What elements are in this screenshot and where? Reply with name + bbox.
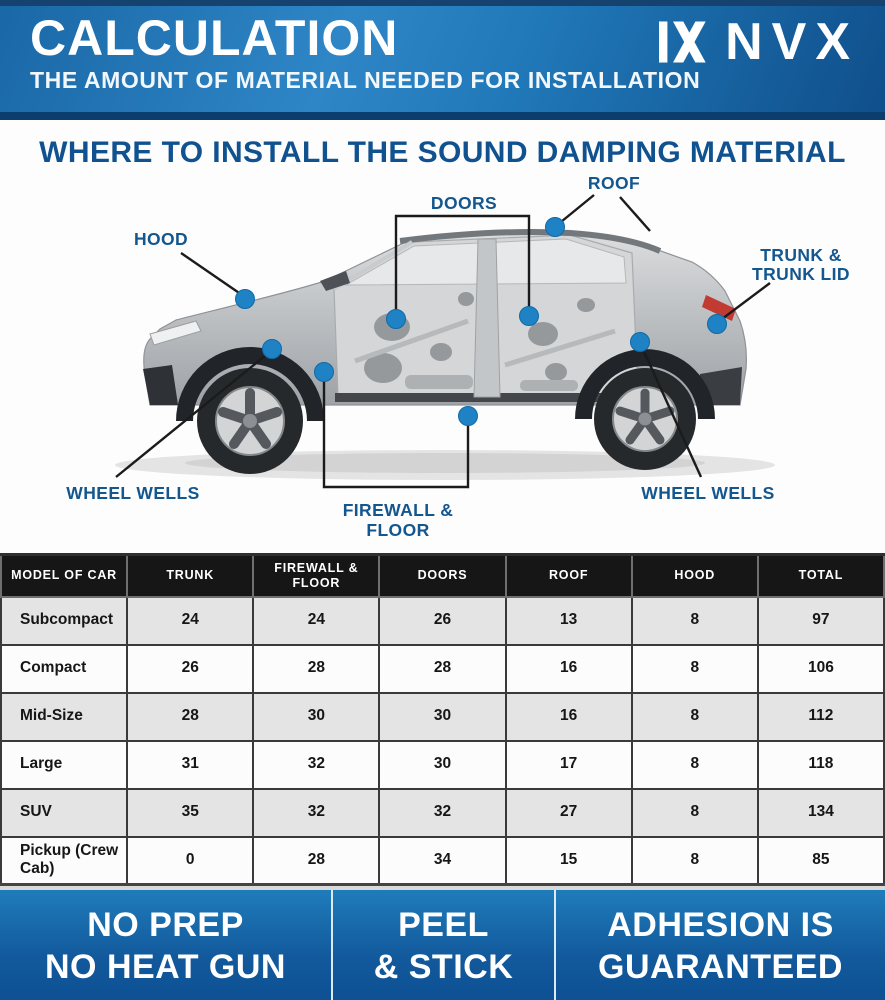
value-cell: 32 <box>253 741 379 789</box>
total-cell: 85 <box>758 837 884 885</box>
nvx-logo-icon <box>659 19 715 65</box>
model-cell: Compact <box>1 645 127 693</box>
page-title: CALCULATION <box>30 10 399 66</box>
total-cell: 97 <box>758 597 884 645</box>
value-cell: 15 <box>506 837 632 885</box>
value-cell: 24 <box>127 597 253 645</box>
value-cell: 30 <box>379 693 505 741</box>
front-hub <box>243 414 257 428</box>
footer-panel-no-prep <box>0 890 331 1000</box>
door-pocket-front <box>405 375 473 389</box>
value-cell: 35 <box>127 789 253 837</box>
footer-panel-adhesion <box>556 890 885 1000</box>
table-row-compact <box>1 645 884 693</box>
callout-line-hood <box>181 253 245 297</box>
model-cell: Pickup (Crew Cab) <box>1 837 127 885</box>
label-doors: DOORS <box>430 193 498 213</box>
footer-panel-peel-stick <box>331 890 556 1000</box>
table-row-pickup <box>1 837 884 885</box>
door-pocket-rear <box>520 380 578 391</box>
value-cell: 34 <box>379 837 505 885</box>
car-illustration <box>115 231 775 480</box>
callout-dot-roof <box>546 218 565 237</box>
header-subtitle: THE AMOUNT OF MATERIAL NEEDED FOR INSTALLATION <box>30 67 701 93</box>
value-cell: 8 <box>632 789 758 837</box>
value-cell: 8 <box>632 741 758 789</box>
value-cell: 24 <box>253 597 379 645</box>
value-cell: 32 <box>379 789 505 837</box>
value-cell: 26 <box>127 645 253 693</box>
callout-dot-door-front <box>387 310 406 329</box>
value-cell: 16 <box>506 693 632 741</box>
diagram-section <box>0 136 885 553</box>
table-header-row <box>1 555 884 597</box>
column-header-trunk: TRUNK <box>127 555 253 597</box>
value-cell: 27 <box>506 789 632 837</box>
callout-dot-firewall-left <box>315 363 334 382</box>
brand-logo <box>659 13 859 71</box>
value-cell: 8 <box>632 837 758 885</box>
callout-dot-wheel-well-front <box>263 340 282 359</box>
front-bumper <box>143 365 178 405</box>
value-cell: 8 <box>632 693 758 741</box>
footer-panel-line1: PEEL <box>398 906 489 945</box>
table-row-suv <box>1 789 884 837</box>
column-header-doors: DOORS <box>379 555 505 597</box>
column-header-model: MODEL OF CAR <box>1 555 127 597</box>
total-cell: 112 <box>758 693 884 741</box>
table-header <box>1 555 884 597</box>
value-cell: 31 <box>127 741 253 789</box>
column-header-roof: ROOF <box>506 555 632 597</box>
footer-panel-line2: NO HEAT GUN <box>45 947 286 986</box>
callout-line-roof-2 <box>620 197 650 231</box>
total-cell: 118 <box>758 741 884 789</box>
label-hood: HOOD <box>133 229 189 249</box>
callout-dot-wheel-well-rear <box>631 333 650 352</box>
model-cell: Subcompact <box>1 597 127 645</box>
model-cell: Large <box>1 741 127 789</box>
model-cell: Mid-Size <box>1 693 127 741</box>
callout-dot-trunk <box>708 315 727 334</box>
value-cell: 32 <box>253 789 379 837</box>
value-cell: 30 <box>379 741 505 789</box>
value-cell: 30 <box>253 693 379 741</box>
column-header-hood: HOOD <box>632 555 758 597</box>
footer-panel-line2: GUARANTEED <box>598 947 843 986</box>
table-row-subcompact <box>1 597 884 645</box>
value-cell: 28 <box>127 693 253 741</box>
brand-name: NVX <box>725 13 859 71</box>
callout-dot-firewall-right <box>459 407 478 426</box>
callout-dot-door-rear <box>520 307 539 326</box>
column-header-total: TOTAL <box>758 555 884 597</box>
footer <box>0 890 885 1000</box>
car-diagram <box>0 169 885 553</box>
value-cell: 26 <box>379 597 505 645</box>
materials-table <box>0 553 885 886</box>
value-cell: 28 <box>253 837 379 885</box>
label-wheel-wells-right: WHEEL WELLS <box>641 483 775 503</box>
label-firewall-line2: FLOOR <box>366 520 430 540</box>
model-cell: SUV <box>1 789 127 837</box>
diagram-heading: WHERE TO INSTALL THE SOUND DAMPING MATERIAL <box>39 136 846 169</box>
label-trunk-line1: TRUNK & <box>760 245 842 265</box>
value-cell: 8 <box>632 645 758 693</box>
total-cell: 106 <box>758 645 884 693</box>
header <box>0 0 885 120</box>
footer-panel-line2: & STICK <box>373 947 514 986</box>
footer-panel-line1: NO PREP <box>87 906 244 945</box>
label-roof: ROOF <box>587 173 641 193</box>
total-cell: 134 <box>758 789 884 837</box>
callout-dot-hood <box>236 290 255 309</box>
label-trunk-line2: TRUNK LID <box>752 264 850 284</box>
value-cell: 16 <box>506 645 632 693</box>
footer-panel-line1: ADHESION IS <box>607 906 834 945</box>
value-cell: 17 <box>506 741 632 789</box>
value-cell: 28 <box>379 645 505 693</box>
b-pillar <box>474 239 500 397</box>
value-cell: 28 <box>253 645 379 693</box>
label-wheel-wells-left: WHEEL WELLS <box>66 483 200 503</box>
value-cell: 8 <box>632 597 758 645</box>
value-cell: 0 <box>127 837 253 885</box>
label-firewall-line1: FIREWALL & <box>342 500 454 520</box>
table-row-large <box>1 741 884 789</box>
table-row-midsize <box>1 693 884 741</box>
column-header-firewall: FIREWALL & FLOOR <box>253 555 379 597</box>
value-cell: 13 <box>506 597 632 645</box>
rear-hub <box>639 413 652 426</box>
